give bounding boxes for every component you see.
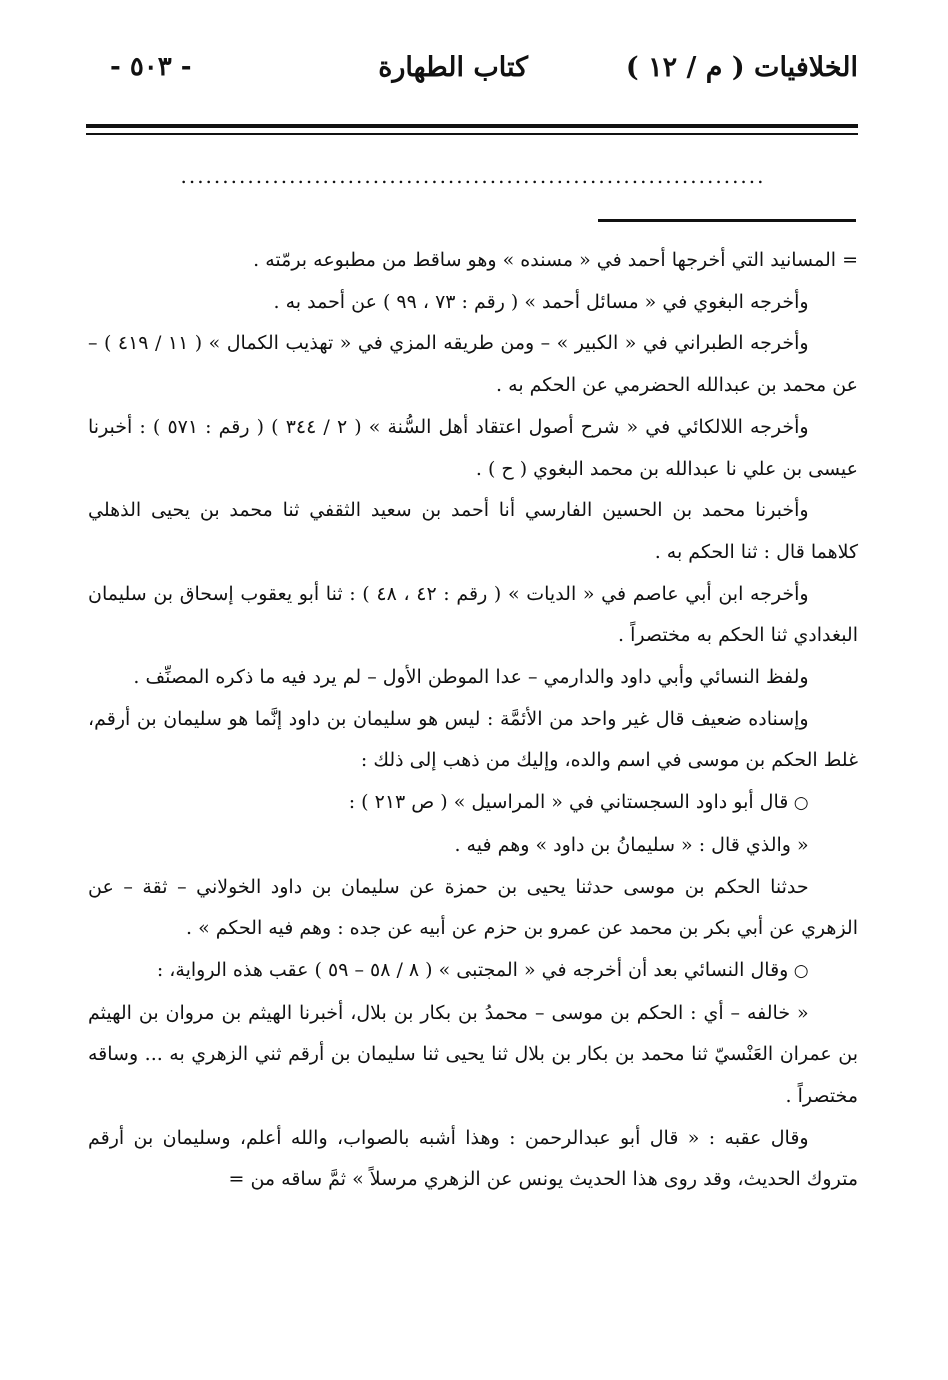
footnote-paragraph: وإسناده ضعيف قال غير واحد من الأئمَّة : ليس هو سليمان بن داود إنَّما هو سليمان بن أرقم، غلط الحكم بن موسى في اسم والده، وإليك من ذهب إلى ذلك :	[88, 707, 858, 772]
footnote-paragraph	[88, 782, 858, 825]
footnote-paragraph: وقال عقبه : « قال أبو عبدالرحمن : وهذا أشبه بالصواب، والله أعلم، وسليمان بن أرقم متروك الحديث، وقد روى هذا الحديث يونس عن الزهري مرسلاً » ثمَّ ساقه من =	[88, 1126, 858, 1191]
footnote-paragraph: وأخبرنا محمد بن الحسين الفارسي أنا أحمد بن سعيد الثقفي ثنا محمد بن يحيى الذهلي كلاهما قال : ثنا الحكم به .	[88, 499, 858, 563]
footnote-paragraph: « خالفه – أي : الحكم بن موسى – محمدُ بن بكار بن بلال، أخبرنا الهيثم بن مروان بن الهيثم بن عمران العَنْسيّ ثنا محمد بن بكار بن بلال ثنا يحيى ثنا سليمان بن أرقم ثني الزهري به ... وساقه مختصراً .	[88, 1001, 858, 1108]
footnote-paragraph	[88, 950, 858, 993]
quote-intro: وقال النسائي بعد أن أخرجه في « المجتبى » ( ٨ / ٥٨ – ٥٩ ) عقب هذه الرواية، :	[156, 958, 789, 981]
footnote-paragraph: = المسانيد التي أخرجها أحمد في « مسنده » وهو ساقط من مطبوعه برمّته .	[253, 249, 858, 271]
page-number: - ٥٠٣ -	[110, 52, 192, 82]
dotted-separator: ......................................................................	[180, 166, 766, 186]
footnote-paragraph: ولفظ النسائي وأبي داود والدارمي – عدا الموطن الأول – لم يرد فيه ما ذكره المصنِّف .	[133, 666, 809, 689]
footnote-rule	[598, 219, 856, 222]
footnote-paragraph: وأخرجه ابن أبي عاصم في « الديات » ( رقم : ٤٢ ، ٤٨ ) : ثنا أبو يعقوب إسحاق بن سليمان البغدادي ثنا الحكم به مختصراً .	[88, 582, 858, 647]
header-rule-thin	[86, 133, 858, 135]
footnote-paragraph: وأخرجه البغوي في « مسائل أحمد » ( رقم : ٧٣ ، ٩٩ ) عن أحمد به .	[273, 290, 809, 313]
footnote-paragraph: وأخرجه الطبراني في « الكبير » – ومن طريقه المزي في « تهذيب الكمال » ( ١١ / ٤١٩ ) – عن محمد بن عبدالله الحضرمي عن الحكم به .	[88, 332, 858, 397]
footnote-paragraph: حدثنا الحكم بن موسى حدثنا يحيى بن حمزة عن سليمان بن داود الخولاني – ثقة – عن الزهري عن أبي بكر بن محمد عن عمرو بن حزم عن أبيه عن جده : وهم فيه الحكم » .	[88, 875, 858, 940]
running-title: الخلافيات ( م / ١٢ )	[625, 52, 858, 83]
footnote-paragraph: وأخرجه اللالكائي في « شرح أصول اعتقاد أهل السُّنة » ( ٢ / ٣٤٤ ) ( رقم : ٥٧١ ) : أخبرنا عيسى بن علي نا عبدالله بن محمد البغوي ( ح ) .	[88, 415, 858, 480]
page-header	[110, 52, 858, 102]
header-rule-thick	[86, 124, 858, 128]
footnote-body	[88, 240, 858, 1201]
circle-bullet-icon: ○	[788, 793, 809, 814]
book-section-title: كتاب الطهارة	[378, 52, 528, 83]
footnote-paragraph: « والذي قال : « سليمانُ بن داود » وهم فيه .	[454, 833, 809, 856]
quote-intro: قال أبو داود السجستاني في « المراسيل » ( ص ٢١٣ ) :	[348, 791, 789, 814]
circle-bullet-icon: ○	[788, 960, 809, 981]
